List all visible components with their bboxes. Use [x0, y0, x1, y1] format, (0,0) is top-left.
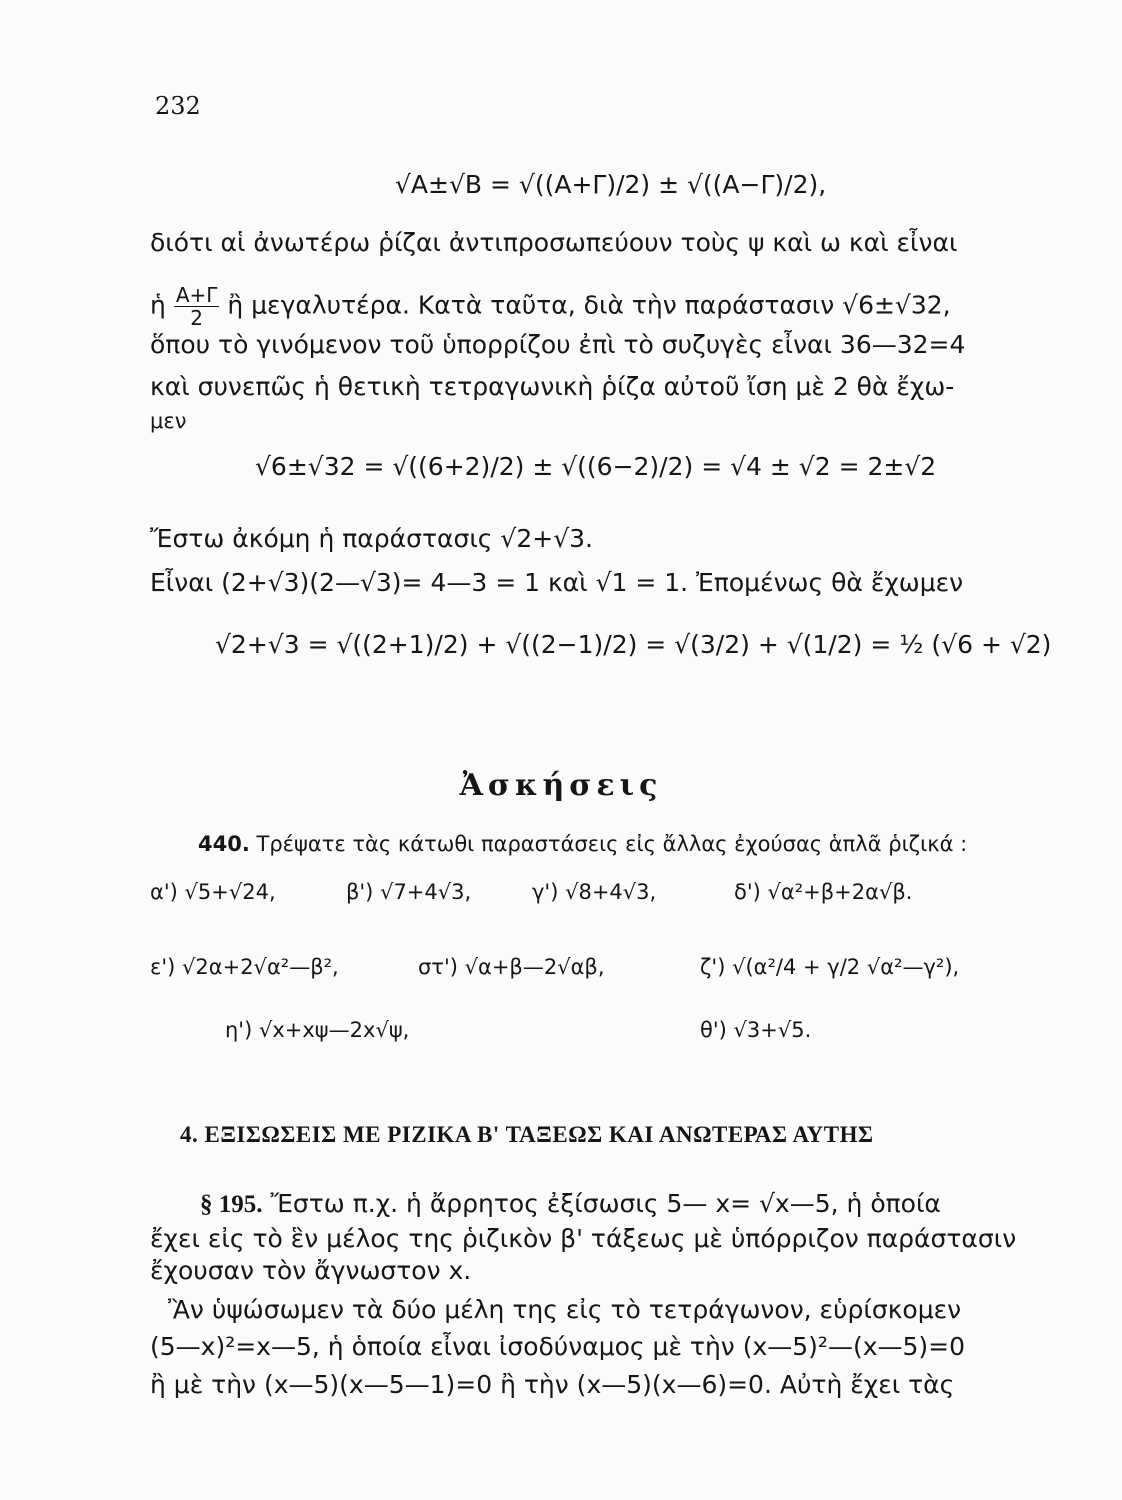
item-expr: √5+√24, [184, 880, 276, 904]
item-label: δ') [734, 880, 761, 904]
item-expr: √α²+β+2α√β. [767, 880, 913, 904]
exercise-item-e [150, 955, 339, 979]
item-expr: √7+4√3, [380, 880, 472, 904]
page-number: 232 [155, 92, 201, 120]
formula-bottom: √2+√3 = √((2+1)/2) + √((2−1)/2) = √(3/2) + √(1/2) = ½ (√6 + √2) [215, 630, 1052, 659]
exercise-prompt-text: Τρέψατε τὰς κάτωθι παραστάσεις εἰς ἄλλας ἐχούσας ἁπλᾶ ῥιζικά : [256, 832, 968, 856]
item-expr: √8+4√3, [565, 880, 657, 904]
item-expr: √2α+2√α²—β², [182, 955, 339, 979]
paragraph-number: § 195. [200, 1191, 263, 1218]
fraction-numerator: A+Γ [175, 283, 218, 307]
para1-line1: διότι αἱ ἀνωτέρω ῥίζαι ἀντιπροσωπεύουν τοὺς ψ καὶ ω καὶ εἶναι [150, 228, 958, 257]
exercise-prompt [198, 832, 967, 856]
item-expr: √α+β—2√αβ, [464, 955, 605, 979]
formula-top: √A±√B = √((A+Γ)/2) ± √((A−Γ)/2), [395, 170, 827, 199]
exercise-item-d [734, 880, 912, 904]
para1-line2-prefix: ἡ [150, 290, 166, 320]
section-line1-text: Ἔστω π.χ. ἡ ἄρρητος ἐξίσωσις 5— x= √x—5, ἡ ὁποία [270, 1189, 941, 1218]
para2-line2: Εἶναι (2+√3)(2—√3)= 4—3 = 1 καὶ √1 = 1. Ἐπομένως θὰ ἔχωμεν [150, 568, 964, 597]
section-line6: ἢ μὲ τὴν (x—5)(x—5—1)=0 ἢ τὴν (x—5)(x—6)=0. Αὐτὴ ἔχει τὰς [150, 1370, 955, 1399]
para2-line1: Ἔστω ἀκόμη ἡ παράστασις √2+√3. [150, 524, 593, 553]
item-label: β') [346, 880, 374, 904]
exercise-item-b [346, 880, 471, 904]
item-label: η') [225, 1018, 253, 1042]
item-label: ε') [150, 955, 176, 979]
para1-line2 [150, 284, 1045, 329]
section-line2: ἔχει εἰς τὸ ἓν μέλος της ῥιζικὸν β' τάξεως μὲ ὑπόρριζον παράστασιν [150, 1224, 1017, 1253]
item-expr: √(α²/4 + γ/2 √α²—γ²), [732, 955, 960, 979]
exercise-item-st [418, 955, 605, 979]
item-label: ζ') [700, 955, 726, 979]
section-title: 4. ΕΞΙΣΩΣΕΙΣ ΜΕ ΡΙΖΙΚΑ Β' ΤΑΞΕΩΣ ΚΑΙ ΑΝΩΤΕΡΑΣ ΑΥΤΗΣ [180, 1122, 874, 1147]
section-line5: (5—x)²=x—5, ἡ ὁποία εἶναι ἰσοδύναμος μὲ τὴν (x—5)²—(x—5)=0 [150, 1332, 966, 1361]
para1-line5: μεν [150, 409, 187, 433]
exercise-number: 440. [198, 832, 250, 856]
item-expr: √3+√5. [733, 1018, 812, 1042]
section-line4: Ἂν ὑψώσωμεν τὰ δύο μέλη της εἰς τὸ τετράγωνον, εὑρίσκομεν [168, 1295, 962, 1324]
formula-mid: √6±√32 = √((6+2)/2) ± √((6−2)/2) = √4 ± √2 = 2±√2 [255, 452, 937, 481]
exercise-item-eta [225, 1018, 409, 1042]
exercise-item-z [700, 955, 959, 979]
fraction-a-plus-gamma [174, 284, 220, 329]
exercise-item-c [532, 880, 656, 904]
item-expr: √x+xψ—2x√ψ, [258, 1018, 410, 1042]
fraction-denominator: 2 [190, 306, 203, 330]
para1-line2-rest: ἢ μεγαλυτέρα. Κατὰ ταῦτα, διὰ τὴν παράστασιν √6±√32, [227, 290, 951, 320]
item-label: θ') [700, 1018, 727, 1042]
section-line3: ἔχουσαν τὸν ἄγνωστον x. [150, 1256, 472, 1285]
item-label: α') [150, 880, 178, 904]
para1-line4: καὶ συνεπῶς ἡ θετικὴ τετραγωνικὴ ῥίζα αὐτοῦ ἴση μὲ 2 θὰ ἔχω- [150, 372, 955, 401]
exercise-item-theta [700, 1018, 811, 1042]
section-line1 [200, 1187, 1045, 1222]
item-label: στ') [418, 955, 458, 979]
item-label: γ') [532, 880, 559, 904]
exercise-item-a [150, 880, 276, 904]
para1-line3: ὅπου τὸ γινόμενον τοῦ ὑπορρίζου ἐπὶ τὸ συζυγὲς εἶναι 36—32=4 [150, 330, 966, 359]
exercises-heading: Ἀσκήσεις [459, 768, 663, 803]
